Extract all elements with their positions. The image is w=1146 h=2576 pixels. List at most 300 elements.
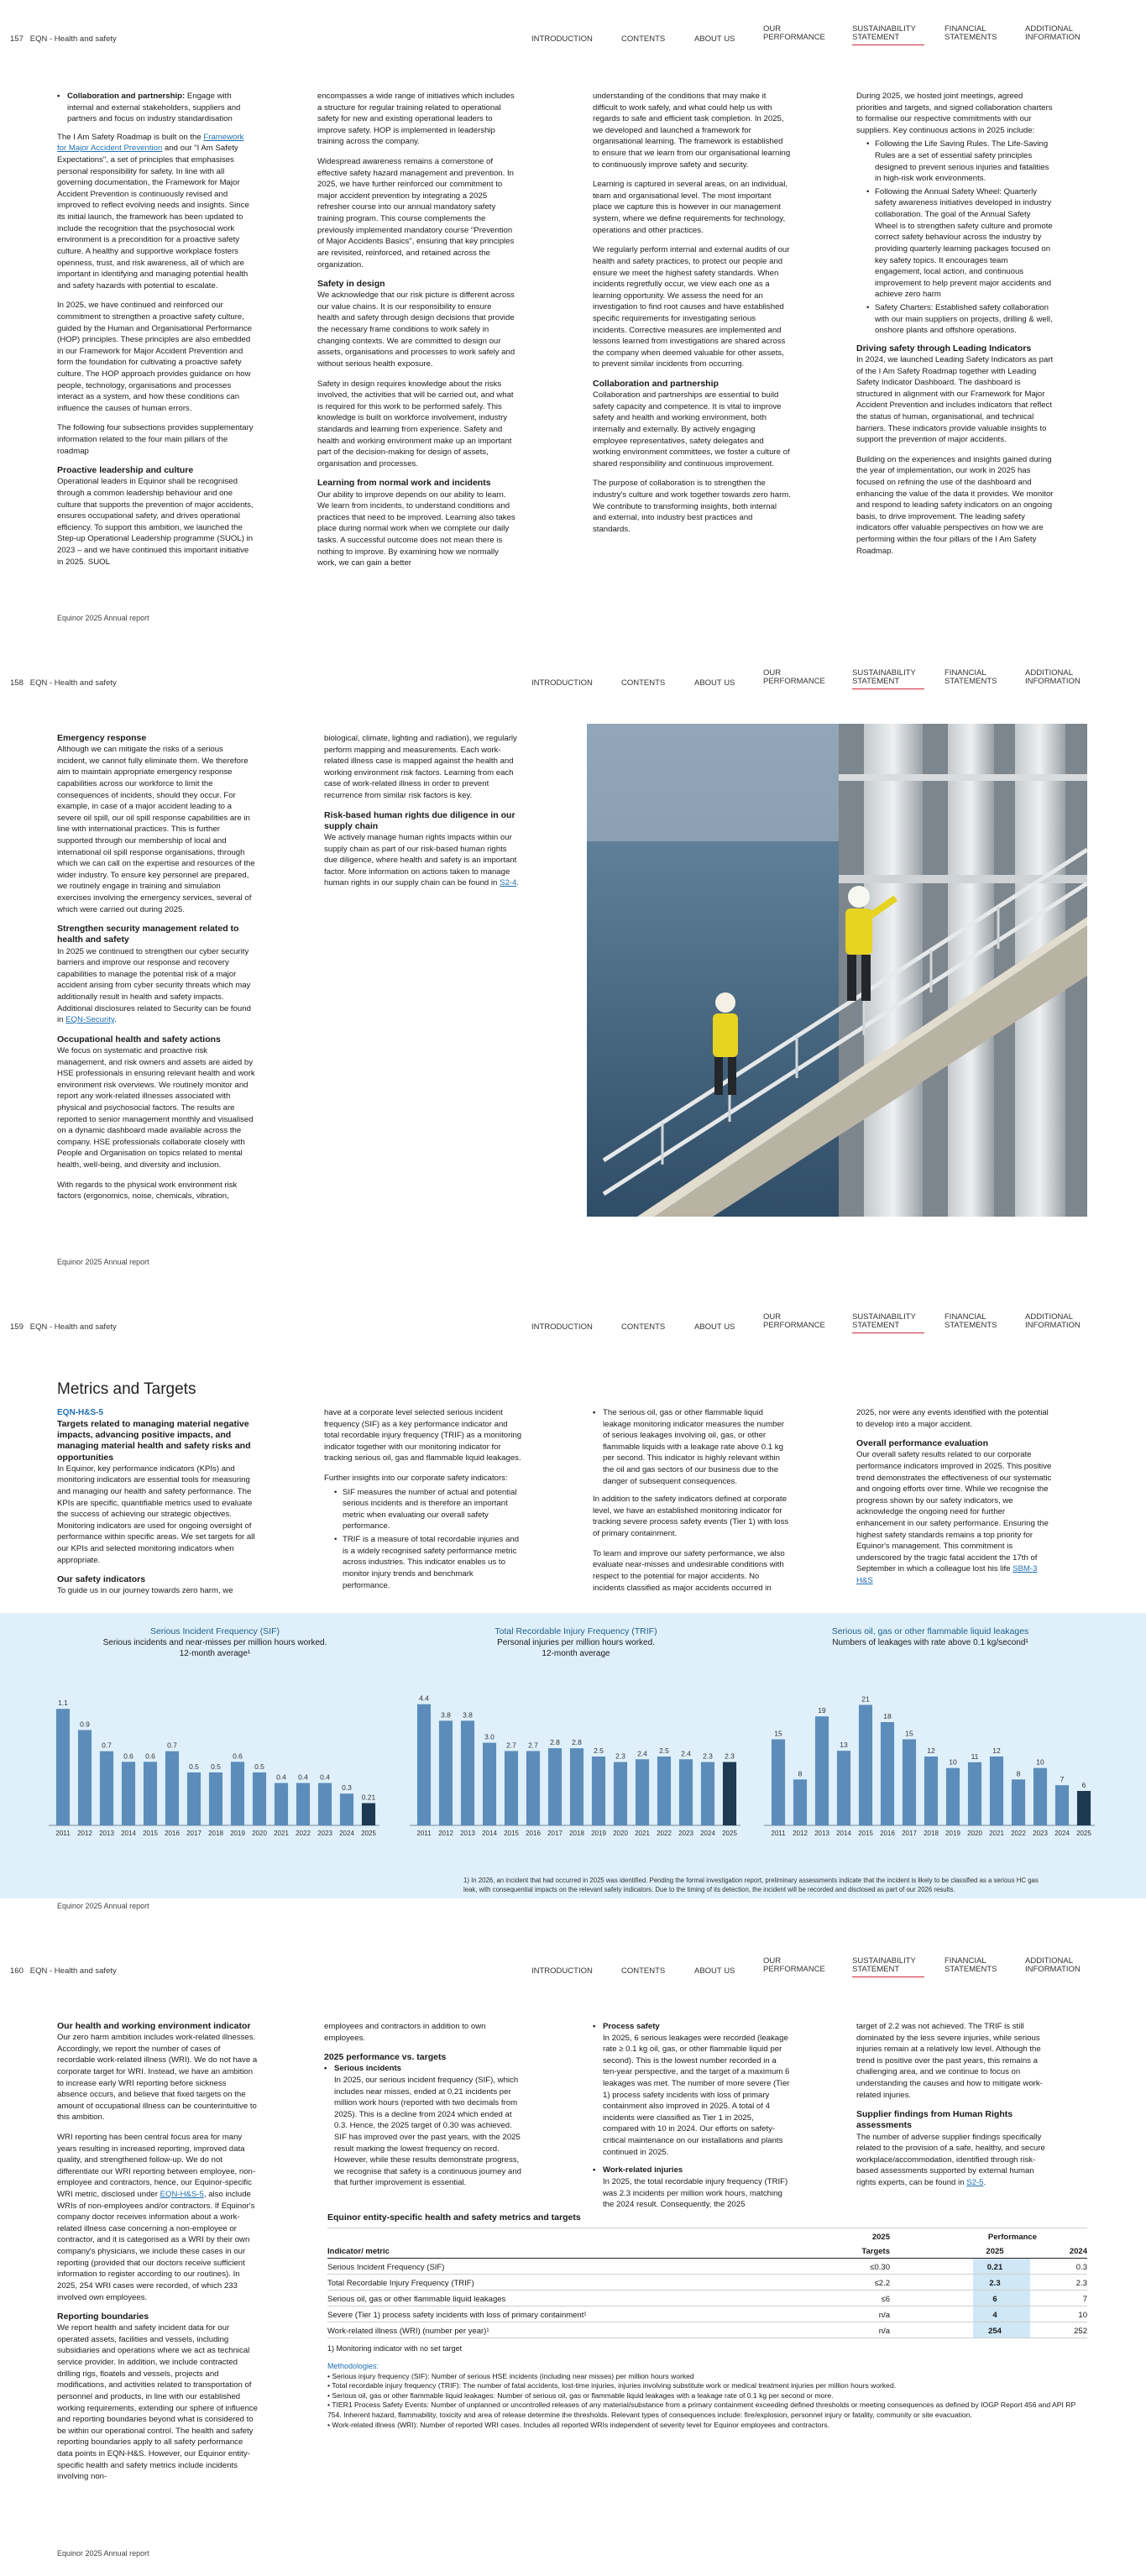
paragraph: understanding of the conditions that may make it difficult to work safely, and what could help us with regards to safe and efficient task completion. In 2025, we developed and launched a framework for organisational learning. The framework is established to ensure that we learn from our organisational learning to continuously improve safety and security. xyxy=(593,92,791,170)
paragraph: 2025, nor were any events identified with the potential to develop into a major accident. xyxy=(856,1408,1049,1429)
data-label: 0.9 xyxy=(80,1720,90,1729)
tick-label: 2016 xyxy=(165,1830,180,1837)
page-footer: Equinor 2025 Annual report xyxy=(57,614,149,622)
tick-label: 2020 xyxy=(613,1830,628,1837)
paragraph: Further insights into our corporate safety indicators: xyxy=(324,1474,508,1484)
data-label: 8 xyxy=(1016,1769,1021,1778)
bar xyxy=(461,1720,474,1825)
cell-target: ≤2.2 xyxy=(874,2279,890,2288)
paragraph: We report health and safety incident data for our operated assets, facilities and vessels, including subsidiaries and operations where we act as technical service provider. In addition, we include contracted drilling rigs, floatels and vessels, projects and modifications, and activities related to transportation of personnel and products, in line with our established working requirements, extending our sphere of influence and reporting boundaries beyond what is considered to be within our operational control. The health and safety reporting boundaries apply to all safety performance data points in EQN-H&S. However, our Equinor entity- specific health and safety metrics include incidents involving non- xyxy=(57,2323,258,2482)
page-number: 157 EQN - Health and safety xyxy=(10,34,117,44)
data-label: 13 xyxy=(840,1741,848,1750)
section-code: EQN-H&S-5 xyxy=(57,1408,104,1417)
bar xyxy=(636,1759,649,1825)
paragraph: To learn and improve our safety performance, we also evaluate near-misses and undesirable conditions with respect to the potential for major accidents. No incidents classified as major accidents occurred in xyxy=(593,1548,785,1593)
data-label: 10 xyxy=(1036,1757,1044,1767)
bar xyxy=(483,1743,496,1825)
paragraph: Operational leaders in Equinor shall be recognised through a common leadership behaviour and one culture that supports the prevention of major accidents, ensures occupational safety, and drives operational efficiency. To support this ambition, we launched the Step-up Operational Leadership programme (SUOL) in 2023 – and we have continued this important initiative in 2025. SUOL xyxy=(57,477,254,567)
tick-label: 2022 xyxy=(657,1830,672,1837)
nav-financial-statements[interactable]: FINANCIAL STATEMENTS xyxy=(945,1312,997,1331)
list-item: • Process safety In 2025, 6 serious leakages were recorded (leakage rate ≥ 0.1 kg oil, gas, or other flammable liquid per second). This is the lowest number recorded in a ten-year perspective, and the target of a maximum 6 leakages was met. The number of more severe (Tier 1) process safety incidents with loss of primary containment also improved in 2025. A total of 4 incidents were classified as Tier 1 in 2025, compared with 10 in 2024. Our efforts on safety-critical maintenance on our installations and plants continued in 2025. xyxy=(593,2021,791,2158)
data-label: 0.4 xyxy=(276,1772,286,1782)
bar xyxy=(1033,1768,1047,1825)
bar xyxy=(701,1762,714,1825)
paragraph: We actively manage human rights impacts within our supply chain as part of our risk-based human rights due diligence, where health and safety is an important factor. More information on actions taken to manage human rights in our supply chain can be found in S2-4. xyxy=(324,832,519,888)
data-label: 2.5 xyxy=(594,1746,604,1755)
bar xyxy=(340,1793,353,1825)
bar xyxy=(296,1783,310,1825)
data-label: 2.3 xyxy=(725,1751,735,1761)
heading: Targets related to managing material negative impacts, advancing positive impacts, and managing material health and safety risks and opportunities xyxy=(57,1419,251,1463)
paragraph: In 2025 we continued to strengthen our cyber security barriers and improve our response and recovery capabilities to manage the potential risk of a major accident arising from cyber security threats which may additionally result in health and safety impacts. Additional disclosures related to Security can be found in EQN-Security. xyxy=(57,946,251,1025)
data-label: 21 xyxy=(861,1694,870,1704)
chart-subtitle-2: 12-month average¹ xyxy=(179,1649,251,1658)
data-label: 12 xyxy=(927,1746,935,1755)
top-nav xyxy=(531,669,1119,691)
page-158 xyxy=(0,644,1146,1286)
cell-2025: 0.21 xyxy=(986,2263,1003,2272)
data-label: 15 xyxy=(905,1729,913,1738)
methodologies-title: Methodologies: xyxy=(327,2361,379,2370)
nav-contents[interactable]: CONTENTS xyxy=(621,1322,666,1332)
bar xyxy=(362,1804,375,1825)
nav-introduction[interactable]: INTRODUCTION xyxy=(531,678,593,688)
heading: Safety in design xyxy=(317,279,385,290)
tick-label: 2019 xyxy=(591,1830,606,1837)
paragraph: Collaboration and partnerships are essential to build safety capacity and competence. It is vital to improve safety and health and working environment, both internally and externally. By actively engaging employee representatives, safety delegates and working environment committees, we foster a culture of shared responsibility and continuous improvement. xyxy=(593,390,790,469)
table-header xyxy=(327,2243,1087,2259)
tick-label: 2018 xyxy=(208,1830,223,1837)
data-label: 2.5 xyxy=(659,1746,669,1755)
tick-label: 2023 xyxy=(678,1830,693,1837)
table-row xyxy=(327,2322,1087,2338)
nav-about-us[interactable]: ABOUT US xyxy=(694,1966,735,1976)
page-header xyxy=(0,1932,1146,1982)
heading: Collaboration and partnership xyxy=(593,379,719,390)
methodology-item: • Work-related illness (WRI): Number of reported WRI cases. Includes all reported WRIs independent of severity level for Equinor employees and contractors. xyxy=(327,2420,829,2429)
cell-2024: 10 xyxy=(1078,2311,1087,2320)
nav-our-performance[interactable]: OUR PERFORMANCE xyxy=(763,668,825,687)
nav-introduction[interactable]: INTRODUCTION xyxy=(531,34,593,44)
data-label: 0.4 xyxy=(298,1772,308,1782)
paragraph: We regularly perform internal and external audits of our health and safety practices, to protect our people and ensure we meet the highest safety standards. When incidents regretfully occur, we view each one as a learning opportunity. We assess the need for an investigation to find root causes and have established specific requirements for investigating serious incidents. Corrective measures are implemented and lessons learned from investigations are shared across the company when deemed valuable for other assets, to prevent similar incidents from occurring. xyxy=(593,245,790,369)
page-number: 158 EQN - Health and safety xyxy=(10,678,117,688)
cell-indicator: Serious oil, gas or other flammable liquid leakages xyxy=(327,2295,506,2304)
heading: Supplier findings from Human Rights assessments xyxy=(856,2109,1013,2131)
top-nav xyxy=(531,1957,1119,1979)
nav-sustainability-statement[interactable]: SUSTAINABILITY STATEMENT xyxy=(852,25,924,45)
heading: Emergency response xyxy=(57,733,147,743)
bar xyxy=(165,1751,179,1825)
tick-label: 2016 xyxy=(880,1830,895,1837)
nav-additional-information[interactable]: ADDITIONAL INFORMATION xyxy=(1025,1956,1081,1975)
data-label: 7 xyxy=(1060,1775,1065,1784)
cell-target: n/a xyxy=(878,2311,890,2320)
data-label: 12 xyxy=(992,1746,1001,1755)
data-label: 2.8 xyxy=(572,1738,582,1747)
p157-column-2 xyxy=(317,91,515,578)
bar xyxy=(837,1751,850,1825)
chart-title: Serious oil, gas or other flammable liquid leakages xyxy=(831,1626,1029,1636)
bar xyxy=(505,1751,518,1825)
paragraph: The number of adverse supplier findings specifically related to the provision of a safe, healthy, and secure workplace/accommodation, identified through risk-based assessments supported by external human rights experts, can be found in S2-5. xyxy=(856,2132,1045,2187)
tick-label: 2020 xyxy=(967,1830,982,1837)
p160-column-2 xyxy=(324,2021,522,2196)
tick-label: 2022 xyxy=(296,1830,311,1837)
cell-target: ≤0.30 xyxy=(870,2263,890,2272)
nav-financial-statements[interactable]: FINANCIAL STATEMENTS xyxy=(945,24,997,43)
nav-our-performance[interactable]: OUR PERFORMANCE xyxy=(763,1956,825,1975)
paragraph: During 2025, we hosted joint meetings, agreed priorities and targets, and signed collaboration charters to formalise our respective commitments with our suppliers. Key continuous actions in 2025 include: xyxy=(856,92,1053,135)
nav-about-us[interactable]: ABOUT US xyxy=(694,678,735,688)
bar xyxy=(772,1740,785,1826)
tick-label: 2024 xyxy=(1054,1830,1070,1837)
bar xyxy=(439,1720,453,1825)
bar xyxy=(56,1709,70,1825)
paragraph: Safety in design requires knowledge about the risks involved, the activities that will be carried out, and what is required for this work to be performed safely. This knowledge is built on workforce involvement, industry standards and learning from experience. Safety and health and working environment make up an important part of the decision-making for design of assets, organisation and processes. xyxy=(317,379,514,469)
data-label: 19 xyxy=(818,1706,826,1715)
paragraph: We focus on systematic and proactive risk management, and risk owners and assets are aided by HSE professionals in ensuring relevant health and work environment risk overviews. We routinely monitor and report any work-related illnesses associated with physical and psychosocial factors. The results are reported to senior management monthly and visualised on a dynamic dashboard made available across the company. HSE professionals collaborate closely with People and Organisation on topics related to mental health, well-being, and diversity and inclusion. xyxy=(57,1045,255,1170)
cell-2025: 6 xyxy=(992,2295,997,2304)
p160-column-3 xyxy=(593,2021,791,2217)
tick-label: 2014 xyxy=(121,1830,136,1837)
bar xyxy=(253,1772,266,1825)
cell-indicator: Severe (Tier 1) process safety incidents with loss of primary containment¹ xyxy=(327,2311,587,2320)
data-label: 0.6 xyxy=(145,1751,155,1761)
list-item: • TRIF is a measure of total recordable injuries and is a widely recognised safety performance metric across industries. This indicator enables us to monitor injury trends and benchmark performance. xyxy=(334,1534,522,1591)
page-number: 160 EQN - Health and safety xyxy=(10,1966,117,1976)
page-footer: Equinor 2025 Annual report xyxy=(57,1902,149,1910)
top-nav xyxy=(531,25,1119,47)
data-label: 2.3 xyxy=(703,1751,713,1761)
nav-additional-information[interactable]: ADDITIONAL INFORMATION xyxy=(1025,668,1081,687)
paragraph: employees and contractors in addition to own employees. xyxy=(324,2022,486,2043)
paragraph: encompasses a wide range of initiatives which includes a structure for regular training related to operational safety for new and existing operational leaders to improve safety. HOP is implemented in leadership training across the company. xyxy=(317,92,515,147)
data-label: 0.5 xyxy=(211,1762,221,1771)
tick-label: 2019 xyxy=(230,1830,245,1837)
table-note: 1) Monitoring indicator with no set target xyxy=(327,2344,463,2353)
tick-label: 2020 xyxy=(252,1830,267,1837)
tick-label: 2024 xyxy=(700,1830,715,1837)
col-2024: 2024 xyxy=(1069,2247,1087,2256)
data-label: 0.5 xyxy=(254,1762,264,1771)
bar xyxy=(1077,1791,1091,1825)
bar xyxy=(968,1762,981,1825)
heading: Occupational health and safety actions xyxy=(57,1034,221,1045)
chart-title: Total Recordable Injury Frequency (TRIF) xyxy=(495,1626,657,1636)
tick-label: 2011 xyxy=(55,1830,71,1837)
table-body xyxy=(327,2259,1087,2338)
methodology-item: • Serious injury frequency (SIF): Number of serious HSE incidents (including near misses) per million hours worked xyxy=(327,2371,694,2380)
chart-subtitle: Numbers of leakages with rate above 0.1 kg/second¹ xyxy=(832,1638,1028,1647)
cell-2024: 0.3 xyxy=(1075,2263,1087,2272)
eqn-security-link[interactable]: EQN-Security xyxy=(65,1015,115,1025)
paragraph: Our ability to improve depends on our ability to learn. We learn from incidents, to understand conditions and practices that need to be improved. Learning also takes place during normal work when we complete our daily tasks. A successful outcome does not mean there is nothing to improve. By examining how we normally work, we can gain a better xyxy=(317,490,515,568)
heading: Strengthen security management related to health and safety xyxy=(57,924,239,945)
list-item: • Serious incidents In 2025, our serious incident frequency (SIF), which includes near misses, ended at 0.21 incidents per million work hours (reported with two decimals from 2025). This is a decline from 2024 which ended at 0.3. Hence, the 2025 target of 0.30 was achieved. SIF has improved over the past years, with the 2025 result marking the lowest frequency on record. However, while these results demonstrate progress, we recognise that safety is a continuous journey and that further improvement is essential. xyxy=(324,2063,522,2189)
bar xyxy=(1055,1785,1069,1825)
heading: Risk-based human rights due diligence in our supply chain xyxy=(324,809,515,831)
top-nav xyxy=(531,1313,1119,1335)
nav-contents[interactable]: CONTENTS xyxy=(621,678,666,688)
tick-label: 2014 xyxy=(482,1830,497,1837)
data-label: 0.6 xyxy=(123,1751,133,1761)
table-header-group xyxy=(327,2228,1087,2243)
tick-label: 2021 xyxy=(635,1830,650,1837)
paragraph: The following four subsections provides supplementary information related to the four main pillars of the roadmap xyxy=(57,423,254,456)
offshore-workers-photo xyxy=(587,724,1087,1217)
tick-label: 2014 xyxy=(836,1830,851,1837)
data-label: 3.0 xyxy=(484,1732,495,1741)
paragraph: We acknowledge that our risk picture is different across our value chains. It is our responsibility to ensure health and safety through design decisions that provide the necessary frame conditions to work safely in changing contexts. We are committed to design our assets, organisations and processes to work safely and without serious health exposure. xyxy=(317,291,515,369)
paragraph: Our zero harm ambition includes work-related illnesses. Accordingly, we report the number of cases of recordable work-related illness (WRI). We do not have a corporate target for WRI. Instead, we have an ambition to increase early WRI reporting before sickness absence occurs, and believe that fixed targets on the amount of occupational illness can be counterintuitive to this ambition. xyxy=(57,2033,258,2123)
list-item: • Following the Annual Safety Wheel: Quarterly safety awareness initiatives developed in industry collaboration. The goal of the Annual Safety Wheel is to strengthen safety culture and promote correct safety behaviour across the industry by providing quarterly learning packages focused on key safety topics. It encourages team engagement, local action, and continuous improvement to help prevent major accidents and achieve zero harm xyxy=(866,186,1054,301)
paragraph: biological, climate, lighting and radiation), we regularly perform mapping and measurements. Each work-related illness case is mapped against the health and working environment risk factors. Learning from each case of work-related illness in order to prevent recurrence from similar risk factors is key. xyxy=(324,734,517,801)
eqn-hs-5-link[interactable]: EQN-H&S-5 xyxy=(160,2190,204,2200)
p157-column-1 xyxy=(57,91,255,576)
data-label: 2.7 xyxy=(506,1741,516,1750)
tick-label: 2019 xyxy=(945,1830,960,1837)
sbm-3-link[interactable]: SBM-3 H&S xyxy=(856,1564,1038,1586)
s2-5-link[interactable]: S2-5 xyxy=(966,2177,984,2187)
nav-about-us[interactable]: ABOUT US xyxy=(694,1322,735,1332)
cell-target: n/a xyxy=(878,2327,890,2336)
indicator-list xyxy=(334,1487,522,1591)
cell-2024: 252 xyxy=(1074,2327,1087,2336)
bar xyxy=(209,1772,222,1825)
tick-label: 2015 xyxy=(143,1830,158,1837)
tick-label: 2015 xyxy=(858,1830,873,1837)
framework-link[interactable]: Framework for Major Accident Prevention xyxy=(57,132,244,154)
p159-column-3 xyxy=(593,1407,791,1602)
paragraph: Our overall safety results related to our corporate performance indicators improved in 2025. This positive trend demonstrates the effectiveness of our systematic and ongoing efforts over time. While we recognise the progress shown by our safety indicators, we acknowledge the ongoing need for further enhancement in our safety performance. Ensuring the highest safety standards remains a top priority for Equinor's management. This commitment is underscored by the tragic fatal accident the 17th of September in which a colleague lost his life SBM-3 H&S xyxy=(856,1450,1052,1586)
cell-indicator: Total Recordable Injury Frequency (TRIF) xyxy=(327,2279,474,2288)
heading: Our health and working environment indicator xyxy=(57,2021,251,2031)
paragraph: In 2024, we launched Leading Safety Indicators as part of the I Am Safety Roadmap together with Leading Safety Indicator Dashboard. The dashboard is structured in alignment with our Framework for Major Accident Prevention and includes indicators that reflect the status of human, organisational, and technical barriers. These indicators provide valuable insights to support the prevention of major accidents. xyxy=(856,354,1054,445)
tick-label: 2021 xyxy=(274,1830,289,1837)
methodologies-list xyxy=(327,2372,1087,2431)
page-footer: Equinor 2025 Annual report xyxy=(57,1258,149,1266)
data-label: 0.7 xyxy=(102,1741,112,1750)
methodology-item: • TIER1 Process Safety Events: Number of unplanned or uncontrolled releases of any material/substance from a primary containment exceeding defined thresholds or meeting consequences as defined by IOGP Report 456 and API RP 754. Inherent hazard, flammability, toxicity and area of release determine the thresholds. Relevant types of consequences include: fire/explosion, personnel injury or fatality, community or site evacuation. xyxy=(327,2401,1076,2419)
tick-label: 2018 xyxy=(924,1830,939,1837)
p157-column-4 xyxy=(856,91,1054,565)
nav-additional-information[interactable]: ADDITIONAL INFORMATION xyxy=(1025,24,1081,43)
nav-our-performance[interactable]: OUR PERFORMANCE xyxy=(763,1312,825,1331)
bar xyxy=(679,1759,693,1825)
table-row xyxy=(327,2259,1087,2275)
bar xyxy=(815,1716,829,1825)
heading: Learning from normal work and incidents xyxy=(317,478,491,489)
nav-our-performance[interactable]: OUR PERFORMANCE xyxy=(763,24,825,43)
bar xyxy=(881,1722,894,1825)
page-160 xyxy=(0,1932,1146,2576)
heading: Our safety indicators xyxy=(57,1574,146,1585)
chart-subtitle: Serious incidents and near-misses per million hours worked. xyxy=(102,1638,327,1647)
bar xyxy=(100,1751,113,1825)
section-title: Metrics and Targets xyxy=(57,1380,196,1398)
bar xyxy=(275,1783,288,1825)
data-label: 0.21 xyxy=(361,1793,376,1802)
nav-sustainability-statement[interactable]: SUSTAINABILITY STATEMENT xyxy=(852,1313,924,1333)
bar xyxy=(903,1740,916,1826)
s2-4-link[interactable]: S2-4 xyxy=(500,878,517,888)
page-header xyxy=(0,0,1146,50)
bar xyxy=(614,1762,627,1825)
tick-label: 2021 xyxy=(989,1830,1004,1837)
nav-introduction[interactable]: INTRODUCTION xyxy=(531,1322,593,1332)
tick-label: 2013 xyxy=(99,1830,114,1837)
page-157 xyxy=(0,0,1146,642)
paragraph: Building on the experiences and insights gained during the year of implementation, our work in 2025 has focused on refining the use of the dashboard and enhancing the value of the data it provides. We monitor and respond to leading safety indicators on an ongoing basis, to drive improvement. The leading safety indicators offer valuable perspectives on how we are performing within the four pillars of the I Am Safety Roadmap. xyxy=(856,454,1054,556)
data-label: 2.8 xyxy=(550,1738,560,1747)
page-footer: Equinor 2025 Annual report xyxy=(57,2549,149,2558)
data-label: 18 xyxy=(883,1712,892,1720)
data-label: 3.8 xyxy=(463,1710,473,1720)
col-year: 2025 xyxy=(871,2233,890,2242)
nav-sustainability-statement[interactable]: SUSTAINABILITY STATEMENT xyxy=(852,1957,924,1977)
data-label: 2.4 xyxy=(637,1749,647,1758)
tick-label: 2012 xyxy=(793,1830,808,1837)
heading: 2025 performance vs. targets xyxy=(324,2052,447,2063)
tick-label: 2015 xyxy=(504,1830,519,1837)
leakages-chart xyxy=(762,1622,1098,1849)
bar xyxy=(723,1762,736,1825)
page-header xyxy=(0,1288,1146,1338)
bar xyxy=(946,1768,960,1825)
bar xyxy=(417,1704,431,1825)
heading: Driving safety through Leading Indicators xyxy=(856,343,1032,353)
data-label: 11 xyxy=(971,1751,979,1761)
nav-introduction[interactable]: INTRODUCTION xyxy=(531,1966,593,1976)
page-159 xyxy=(0,1288,1146,1930)
data-label: 3.8 xyxy=(441,1710,451,1720)
methodology-item: • Total recordable injury frequency (TRIF): The number of fatal accidents, lost-time injuries, injuries involving substitute work or medical treatment injuries per million hours worked. xyxy=(327,2381,897,2390)
nav-sustainability-statement[interactable]: SUSTAINABILITY STATEMENT xyxy=(852,669,924,689)
cell-2024: 7 xyxy=(1082,2295,1087,2304)
list-item: • Collaboration and partnership: Engage with internal and external stakeholders, suppliers and partners and focus on industry standardisation xyxy=(57,91,255,125)
tick-label: 2012 xyxy=(438,1830,453,1837)
nav-additional-information[interactable]: ADDITIONAL INFORMATION xyxy=(1025,1312,1081,1331)
bar xyxy=(318,1783,332,1825)
bar xyxy=(793,1779,807,1825)
list-item: • Safety Charters: Established safety collaboration with our main suppliers on projects, drilling & well, onshore plants and offshore operations. xyxy=(866,302,1054,337)
methodology-item: • Serious oil, gas or other flammable liquid leakages: Number of serious oil, gas or flammable liquid leakages with a leakage rate of 0.1 kg per second or more. xyxy=(327,2390,834,2400)
list-item: • SIF measures the number of actual and potential serious incidents and is therefore an important metric when evaluating our overall safety performance. xyxy=(334,1487,522,1532)
data-label: 0.7 xyxy=(167,1741,177,1750)
bar xyxy=(657,1757,671,1825)
data-label: 0.4 xyxy=(320,1772,330,1782)
p159-column-4 xyxy=(856,1407,1054,1595)
chart-title: Serious Incident Frequency (SIF) xyxy=(149,1626,280,1636)
data-label: 0.5 xyxy=(189,1762,199,1771)
paragraph: Although we can mitigate the risks of a serious incident, we cannot fully eliminate them. We therefore aim to maintain appropriate emergency response capabilities across our workforce to limit the consequences of incidents, should they occur. For example, in case of a major accident leading to a severe oil spill, our oil spill response capabilities are in line with international practices. This is further supported through our membership of local and international oil spill response organisations, through which we can call on the expertise and resources of the wider industry. To ensure key personnel are prepared, we routinely engage in training and simulation exercises involving the emergency services, several of which were carried out during 2025. xyxy=(57,745,255,914)
table-row xyxy=(327,2306,1087,2322)
bar xyxy=(859,1705,872,1826)
paragraph: In 2025, we have continued and reinforced our commitment to strengthen a proactive safety culture, guided by the Human and Organisational Performance (HOP) principles. These principles are also embedded in our Framework for Major Accident Prevention and form the foundation for cultivating a proactive safety culture. The HOP approach provides guidance on how people, technology, organisations and processes interact as a system, and how these conditions can influence the causes of human errors. xyxy=(57,301,252,413)
heading: Overall performance evaluation xyxy=(856,1438,988,1449)
page-number: 159 EQN - Health and safety xyxy=(10,1322,117,1332)
cell-target: ≤6 xyxy=(881,2295,890,2304)
cell-indicator: Work-related illness (WRI) (number per year)¹ xyxy=(327,2327,489,2336)
col-targets: Targets xyxy=(861,2247,890,2256)
tick-label: 2012 xyxy=(77,1830,92,1837)
p158-column-1 xyxy=(57,733,255,1211)
data-label: 15 xyxy=(774,1729,782,1738)
nav-contents[interactable]: CONTENTS xyxy=(621,34,666,44)
data-label: 2.7 xyxy=(528,1741,538,1750)
data-label: 10 xyxy=(949,1757,957,1767)
tick-label: 2011 xyxy=(771,1830,786,1837)
p157-column-3 xyxy=(593,91,791,543)
tick-label: 2013 xyxy=(814,1830,829,1837)
data-label: 2.4 xyxy=(681,1749,691,1758)
cell-2024: 2.3 xyxy=(1075,2279,1087,2288)
cell-2025: 2.3 xyxy=(989,2279,1001,2288)
bar xyxy=(526,1751,540,1825)
p159-column-1 xyxy=(57,1407,255,1605)
paragraph: target of 2.2 was not achieved. The TRIF is still dominated by the less severe injuries, while serious injuries remain at a relatively low level. Although the trend is positive over the past years, this remains a challenging area, and we continue to focus on understanding the causes and how to mitigate work-related injuries. xyxy=(856,2022,1043,2100)
heading: Reporting boundaries xyxy=(57,2312,149,2322)
photo-illustration xyxy=(587,724,1087,1217)
paragraph: To guide us in our journey towards zero harm, we xyxy=(57,1586,233,1596)
bar xyxy=(231,1762,244,1825)
list-item: • The serious oil, gas or other flammable liquid leakage monitoring indicator measures the number of serious leakages involving oil, gas, or other flammable liquids with a leakage rate above 0.1 kg per second. This indicator is highly relevant within the oil and gas sectors of our business due to the danger of subsequent consequences. xyxy=(593,1407,791,1487)
bar xyxy=(187,1772,201,1825)
tick-label: 2023 xyxy=(317,1830,332,1837)
tick-label: 2017 xyxy=(186,1830,201,1837)
p160-column-4 xyxy=(856,2021,1054,2197)
bar xyxy=(144,1762,157,1825)
table-title: Equinor entity-specific health and safety metrics and targets xyxy=(327,2212,1087,2228)
hs-metrics-table xyxy=(327,2212,1087,2430)
paragraph: Learning is captured in several areas, on an individual, team and organisational level. The most important place we capture this is however in our management system, where we define requirements for technology, operations and other practices. xyxy=(593,180,788,235)
tick-label: 2022 xyxy=(1011,1830,1026,1837)
p160-column-1 xyxy=(57,2021,259,2491)
paragraph: With regards to the physical work environment risk factors (ergonomics, noise, chemicals, vibration, xyxy=(57,1180,238,1202)
data-label: 0.6 xyxy=(233,1751,243,1761)
tick-label: 2024 xyxy=(339,1830,354,1837)
actions-list xyxy=(866,139,1054,336)
tick-label: 2017 xyxy=(902,1830,917,1837)
paragraph: The I Am Safety Roadmap is built on the Framework for Major Accident Prevention and our "I Am Safety Expectations", a set of principles that emphasises personal responsibility for safety. In line with all governing documentation, the Framework for Major Accident Prevention is continuously revised and improved to reflect evolving needs and insights. Since its initial launch, the framework has been updated to include the recognition that the psychosocial work environment is a precondition for a proactive safety culture. A healthy and supportive workplace fosters openness, trust, and risk awareness, all of which are important in identifying and managing potential health and safety hazards with potential to escalate. xyxy=(57,132,249,291)
nav-contents[interactable]: CONTENTS xyxy=(621,1966,666,1976)
cell-indicator: Serious Incident Frequency (SIF) xyxy=(327,2263,445,2272)
tick-label: 2017 xyxy=(547,1830,563,1837)
data-label: 1.1 xyxy=(58,1699,68,1708)
p158-column-2 xyxy=(324,733,522,898)
nav-about-us[interactable]: ABOUT US xyxy=(694,34,735,44)
nav-financial-statements[interactable]: FINANCIAL STATEMENTS xyxy=(945,668,997,687)
bar xyxy=(1012,1779,1025,1825)
cell-2025: 4 xyxy=(992,2311,997,2320)
nav-financial-statements[interactable]: FINANCIAL STATEMENTS xyxy=(945,1956,997,1975)
page-header xyxy=(0,644,1146,694)
bar xyxy=(78,1730,92,1825)
tick-label: 2018 xyxy=(569,1830,584,1837)
col-performance: Performance xyxy=(987,2233,1037,2242)
table-row xyxy=(327,2275,1087,2291)
list-item: • Work-related injuries In 2025, the total recordable injury frequency (TRIF) was 2.3 incidents per million work hours, matching the 2024 result. Consequently, the 2025 xyxy=(593,2165,791,2210)
data-label: 6 xyxy=(1081,1781,1086,1789)
paragraph: In addition to the safety indicators defined at corporate level, we have an established monitoring indicator for tracking severe process safety events (Tier 1) with loss of primary containment. xyxy=(593,1495,789,1539)
p159-column-2 xyxy=(324,1407,522,1598)
bar xyxy=(548,1748,562,1825)
tick-label: 2011 xyxy=(416,1830,432,1837)
data-label: 8 xyxy=(798,1769,803,1778)
bar xyxy=(990,1757,1003,1825)
tick-label: 2023 xyxy=(1033,1830,1048,1837)
